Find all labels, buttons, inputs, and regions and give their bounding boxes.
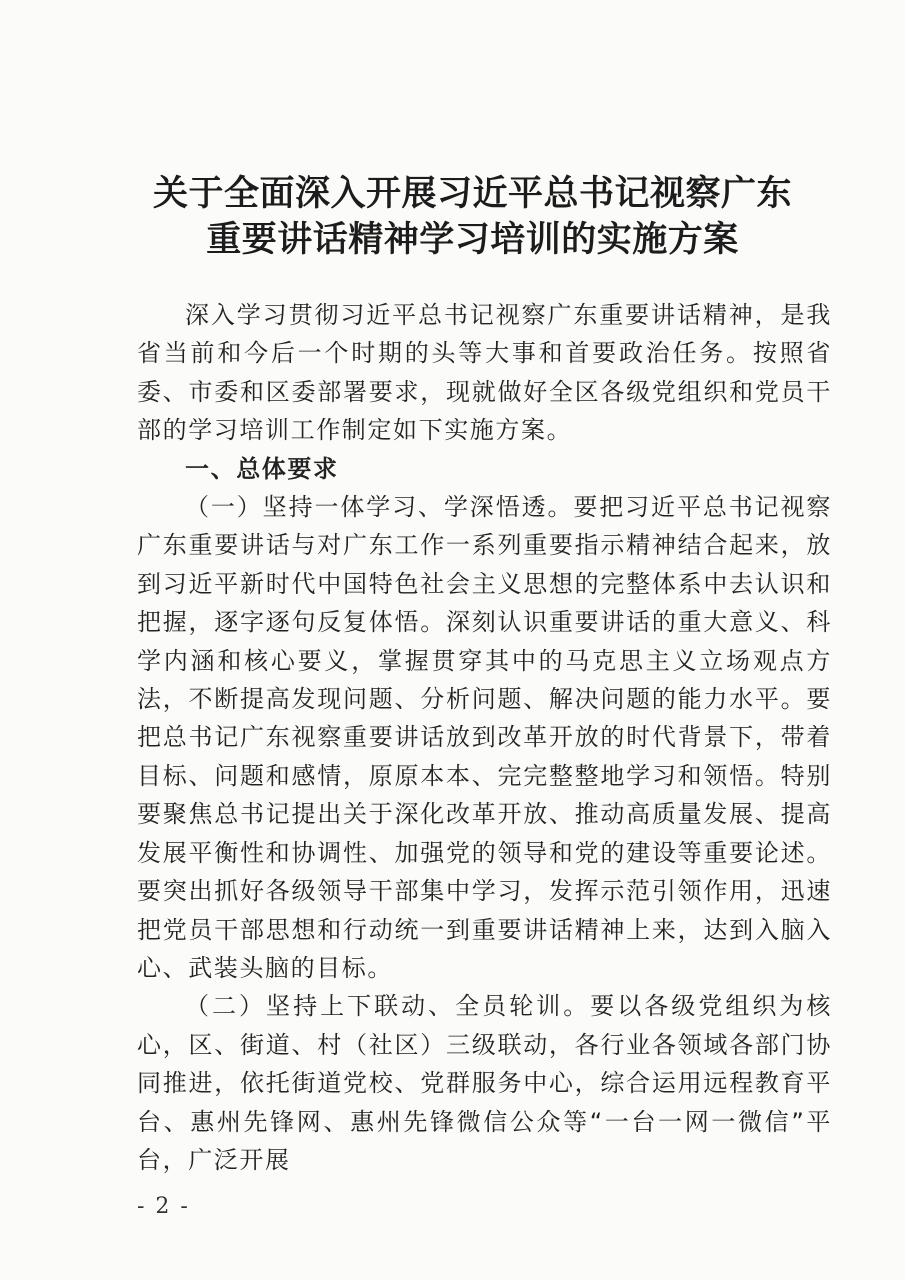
document-body xyxy=(137,296,832,1179)
intro-paragraph: 深入学习贯彻习近平总书记视察广东重要讲话精神，是我省当前和今后一个时期的头等大事和首要政治任务。按照省委、市委和区委部署要求，现就做好全区各级党组织和党员干部的学习培训工作制定如下实施方案。 xyxy=(137,301,832,445)
section-heading: 一、总体要求 xyxy=(185,454,339,483)
document-title-line1: 关于全面深入开展习近平总书记视察广东 xyxy=(152,173,792,214)
paragraph-2: （二）坚持上下联动、全员轮训。要以各级党组织为核心，区、街道、村（社区）三级联动，各行业各领域各部门协同推进，依托街道党校、党群服务中心，综合运用远程教育平台、惠州先锋网、惠州先锋微信公众等“一台一网一微信”平台，广泛开展 xyxy=(137,992,832,1174)
paragraph-1: （一）坚持一体学习、学深悟透。要把习近平总书记视察广东重要讲话与对广东工作一系列重要指示精神结合起来，放到习近平新时代中国特色社会主义思想的完整体系中去认识和把握，逐字逐句反复体悟。深刻认识重要讲话的重大意义、科学内涵和核心要义，掌握贯穿其中的马克思主义立场观点方法，不断提高发现问题、分析问题、解决问题的能力水平。要把总书记广东视察重要讲话放到改革开放的时代背景下，带着目标、问题和感情，原原本本、完完整整地学习和领悟。特别要聚焦总书记提出关于深化改革开放、推动高质量发展、提高发展平衡性和协调性、加强党的领导和党的建设等重要论述。要突出抓好各级领导干部集中学习，发挥示范引领作用，迅速把党员干部思想和行动统一到重要讲话精神上来，达到入脑入心、武装头脑的目标。 xyxy=(137,493,832,982)
page-number: - 2 - xyxy=(137,1194,190,1219)
document-title-line2: 重要讲话精神学习培训的实施方案 xyxy=(206,219,739,260)
